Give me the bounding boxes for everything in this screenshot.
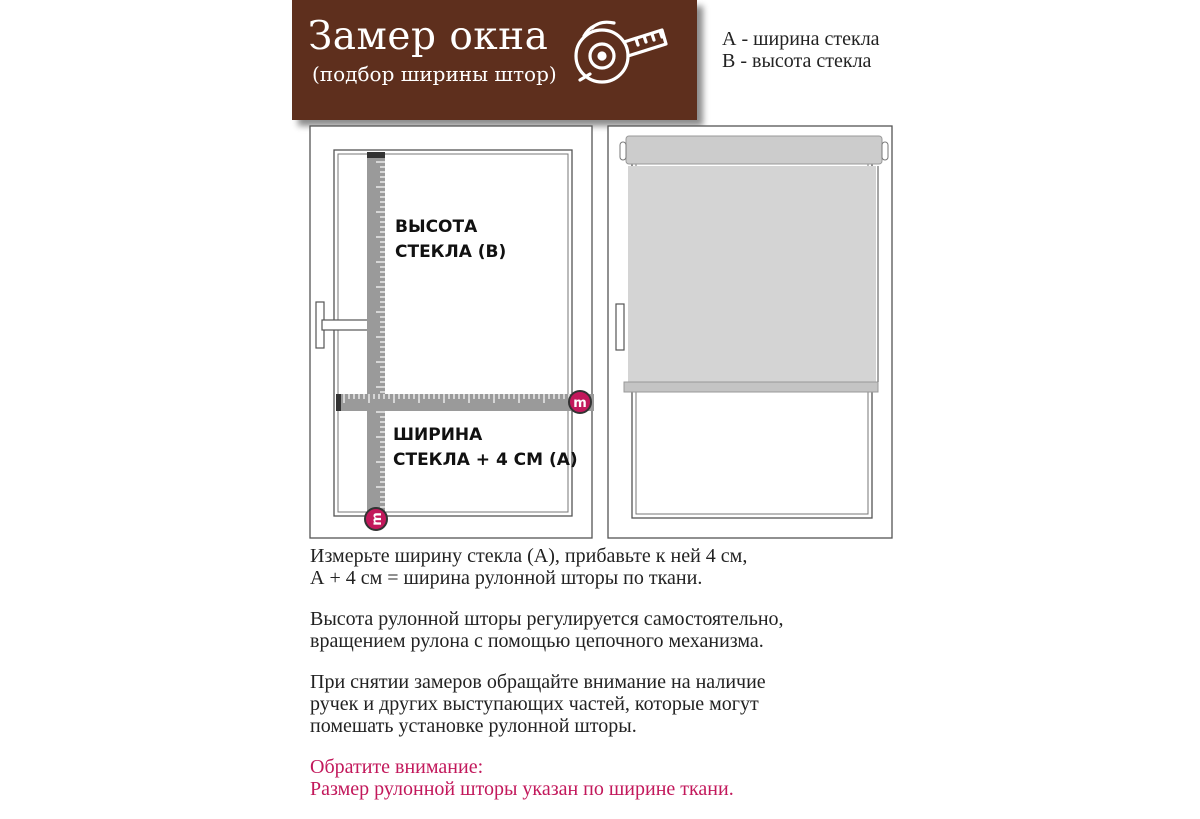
height-label: ВЫСОТА СТЕКЛА (В) (395, 217, 507, 262)
legend (722, 28, 880, 72)
page-subtitle: (подбор ширины штор) (312, 62, 557, 86)
roller-cassette (626, 136, 882, 164)
roller-blind-fabric (628, 166, 876, 382)
window-handle (322, 320, 368, 330)
instruction-paragraph-3: При снятии замеров обращайте внимание на наличие ручек и других выступающих частей, которые могут помешать установке рулонной шторы. (310, 671, 766, 737)
tape-end-badge-horizontal (569, 391, 591, 413)
tape-end-badge-vertical (365, 508, 387, 530)
horizontal-tape (336, 394, 594, 411)
page-title: Замер окна (308, 14, 549, 59)
roller-bottom-bar (624, 382, 878, 392)
legend-b: В - высота стекла (722, 50, 872, 72)
left-window (310, 126, 594, 538)
tape-measure-icon (570, 14, 670, 94)
svg-text:m: m (370, 512, 385, 526)
header-banner (292, 0, 697, 120)
notice: Обратите внимание: Размер рулонной шторы указан по ширине ткани. (310, 756, 734, 800)
legend-a: А - ширина стекла (722, 28, 880, 50)
svg-text:m: m (573, 396, 587, 411)
vertical-tape (367, 152, 385, 514)
instructions (310, 545, 1190, 819)
right-window (608, 126, 892, 538)
instruction-paragraph-2: Высота рулонной шторы регулируется самостоятельно, вращением рулона с помощью цепочного механизма. (310, 608, 784, 652)
window-diagram (300, 118, 900, 543)
instruction-paragraph-1: Измерьте ширину стекла (А), прибавьте к ней 4 см, А + 4 см = ширина рулонной шторы по ткани. (310, 545, 748, 589)
width-label: ШИРИНА СТЕКЛА + 4 СМ (А) (393, 425, 578, 470)
